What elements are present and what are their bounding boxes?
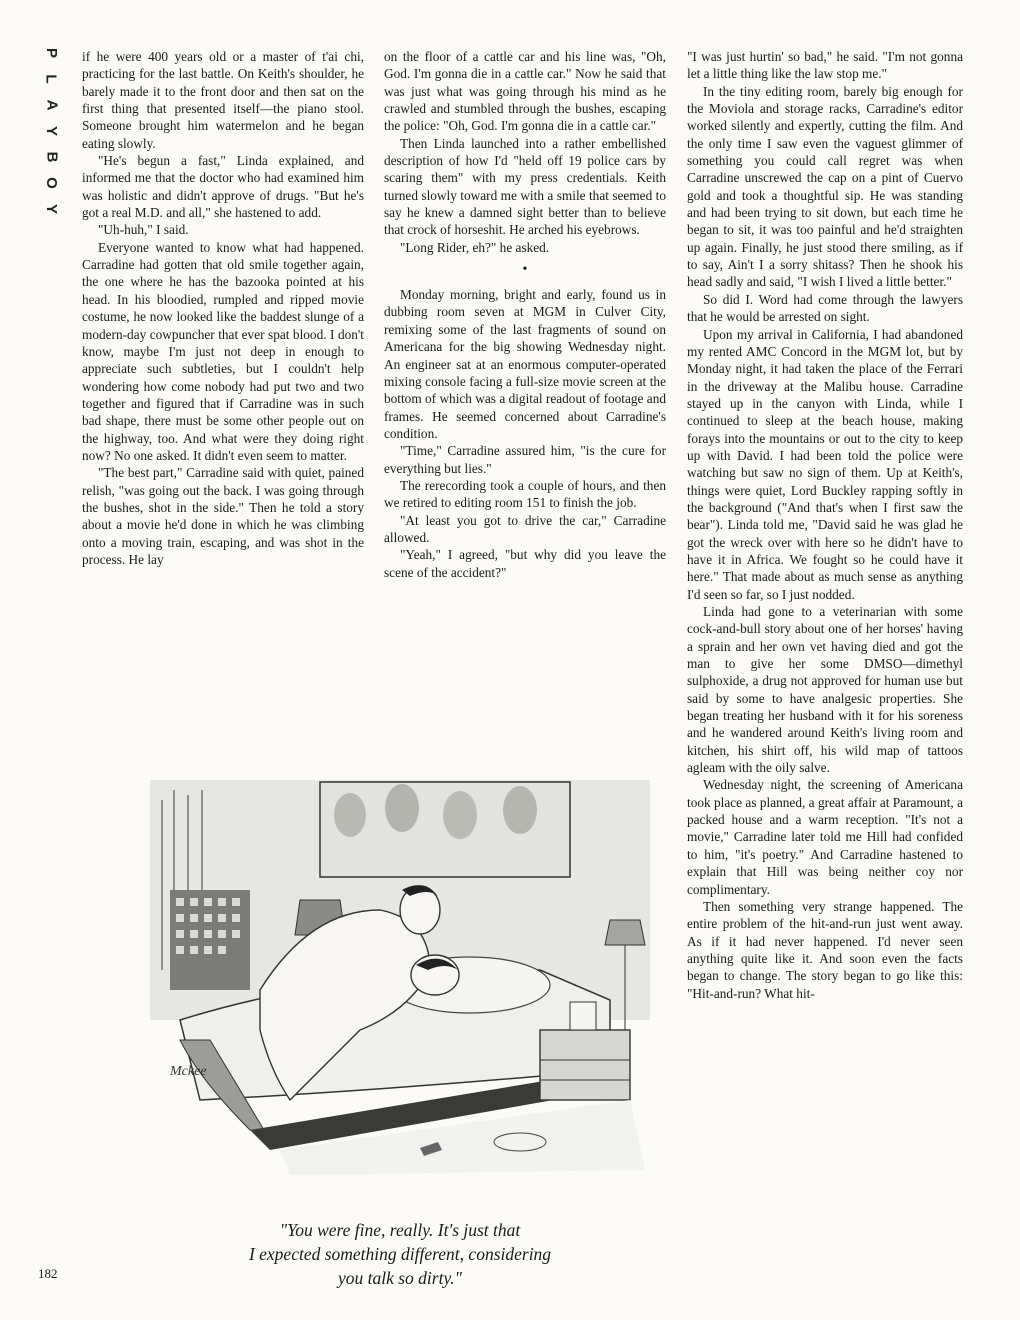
text-column-3 [687,48,963,1002]
paragraph: In the tiny editing room, barely big enough for the Moviola and storage racks, Carradine's editor worked silently and expertly, cutting the film. And the only time I saw even the vaguest glimmer of something you could call regret was when Carradine unscrewed the cap on a pint of Cuervo gold and took a thoughtful sip. He was standing and had been trying to sit down, but each time he began to sit, it was too painful and he'd straighten up again. Finally, he just stood there smiling, as if to say, Ain't I a sorry shitass? Then he shook his head sadly and said, "I wish I lived a little better." [687,83,963,290]
masthead-letter: Y [42,203,60,215]
paragraph: "Time," Carradine assured him, "is the cure for everything but lies." [384,443,666,476]
paragraph: "Uh-huh," I said. [98,222,189,238]
paragraph: Then something very strange happened. The entire problem of the hit-and-run just went away. As if it had never happened. I'd never seen anything quite like it. And soon even the facts began to change. The story began to go like this: "Hit-and-run? What hit- [687,898,963,1001]
text-column-1 [82,48,364,568]
artist-signature: Mckee [170,1064,207,1079]
paragraph: on the floor of a cattle car and his line was, "Oh, God. I'm gonna die in a cattle car." Now he said that was just what was going through his mind as he crawled and stumbled through the bushes, escaping the police: "Oh, God. I'm gonna die in a cattle car." [384,49,666,134]
masthead-letter: P [42,47,60,59]
magazine-masthead [38,40,64,222]
paragraph: "At least you got to drive the car," Carradine allowed. [384,512,666,545]
paragraph: "He's begun a fast," Linda explained, and informed me that the doctor who had examined him was holistic and didn't approve of drugs. "But he's got a real M.D. and all," she hastened to add. [82,153,364,221]
paragraph: if he were 400 years old or a master of t'ai chi, practicing for the last battle. On Keith's shoulder, he barely made it to the front door and then sat on the first thing that presented itself—the piano stool. Someone brought him watermelon and he began eating slowly. [82,49,364,151]
paragraph: Wednesday night, the screening of Americana took place as planned, a great affair at Paramount, a packed house and a warm reception. "It's not a movie," Carradine later told me Hill had confided to him, "it's poetry." And Carradine hastened to explain that Hill was being neither coy nor complimentary. [687,777,963,897]
paragraph: The rerecording took a couple of hours, and then we retired to editing room 151 to finish the job. [384,477,666,511]
paragraph: "Long Rider, eh?" he asked. [400,239,550,255]
window-buildings [170,890,250,990]
cartoon-caption [150,1218,650,1290]
page-number: 182 [38,1266,58,1281]
masthead-letter: A [43,99,60,111]
paragraph: "The best part," Carradine said with quiet, pained relish, "was going out the back. I was going through the bushes, shot in the side." Then he told a story about a movie he'd done in which he was climbing onto a moving train, escaping, and was shot in the process. He lay [82,465,364,567]
caption-line: I expected something different, considering [248,1244,552,1264]
masthead-letter: B [43,151,60,163]
paragraph: Monday morning, bright and early, found us in dubbing room seven at MGM in Culver City, remixing some of the last fragments of sound on Americana for the big showing Wednesday night. An engineer sat at an enormous computer-operated mixing console facing a full-size movie screen at the bottom of which was a digital readout of footage and frames. He seemed concerned about Carradine's condition. [384,287,666,441]
text-column-2 [384,48,666,581]
paragraph: Then Linda launched into a rather embellished description of how I'd "held off 19 police cars by scaring them" with my press credentials. Keith turned slowly toward me with a smile that seemed to say he knew a damned sight better than to believe that crock of horseshit. He arched his eyebrows. [384,135,666,238]
caption-line: "You were fine, really. It's just that [279,1220,521,1240]
masthead-letter: O [42,177,60,189]
section-separator: • [522,262,528,278]
paragraph: "I was just hurtin' so bad," he said. "I'm not gonna let a little thing like the law stop me." [687,49,963,82]
paragraph: Everyone wanted to know what had happened. Carradine had gotten that old smile together again, the one where he has the bazooka pointed at his head. In his bloodied, rumpled and ripped movie costume, he now looked like the baddest slunge of a modern-day cowpuncher that ever spat blood. I don't know, maybe I'm just not deep in enough to appreciate such subtleties, but I couldn't help wondering how come nobody had put two and two together and figured that if Carradine was in such bad shape, there must be some other people out on the highway, too. And what were they doing right now? No one asked. It didn't even seem to matter. [82,239,364,463]
wall-painting [320,782,570,877]
paragraph: So did I. Word had come through the lawyers that he would be arrested on sight. [687,291,963,325]
paragraph: Upon my arrival in California, I had abandoned my rented AMC Concord in the MGM lot, but by Monday night, it had taken the place of the Ferrari in the driveway at the Malibu house. Carradine stayed up in the canyon with Linda, while I continued to sleep at the beach house, making forays into the mountains or out to the city to keep up with David. I had been told the police were watching but saw no sign of them. Up at Keith's, things were quiet, Lord Buckley rapping softly in the background ("And that's when I first saw the bear"). Linda told me, "David said he was glad he got the wreck over with here so he didn't have to have it in Africa. We fought so he could have it here." That made about as much sense as anything I'd seen so far, so I just nodded. [687,326,963,602]
paragraph: Linda had gone to a veterinarian with some cock-and-bull story about one of her horses' having a sprain and her own vet having died and got the man to give her some DMSO—dimethyl sulphoxide, a drug not approved for human use but said by some to have analgesic properties. She began treating her husband with it for his soreness and he wandered around Keith's living room and kitchen, his shirt off, his wild map of tattoos agleam with the oily salve. [687,604,963,776]
cartoon-illustration [140,770,662,1180]
paragraph: "Yeah," I agreed, "but why did you leave the scene of the accident?" [384,547,666,580]
masthead-letter: L [42,74,60,84]
masthead-letter: Y [42,125,60,137]
caption-line: you talk so dirty." [337,1268,462,1288]
